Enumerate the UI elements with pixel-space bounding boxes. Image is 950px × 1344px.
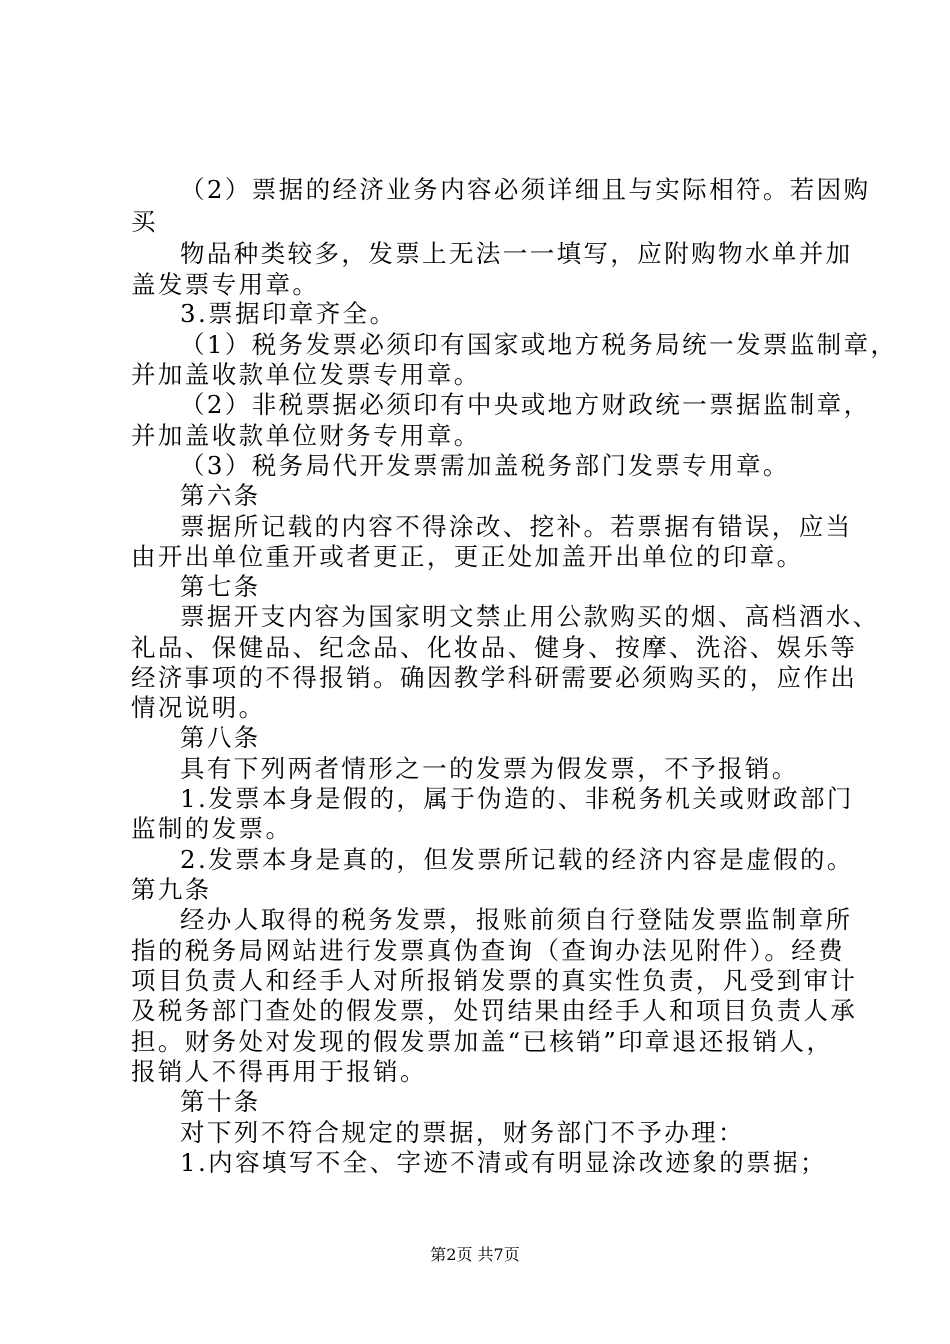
text-line: 担。财务处对发现的假发票加盖“已核销”印章退还报销人， — [131, 1027, 834, 1056]
text-line: 具有下列两者情形之一的发票为假发票，不予报销。 — [180, 754, 799, 783]
text-line: 1.内容填写不全、字迹不清或有明显涂改迹象的票据； — [180, 1148, 827, 1177]
text-line: （2）非税票据必须印有中央或地方财政统一票据监制章， — [180, 390, 871, 419]
text-line: 并加盖收款单位财务专用章。 — [131, 421, 481, 450]
text-line: 买 — [131, 207, 158, 236]
text-line: 物品种类较多，发票上无法一一填写，应附购物水单并加 — [180, 239, 853, 268]
text-line: （3）税务局代开发票需加盖税务部门发票专用章。 — [180, 451, 790, 480]
text-line: 报销人不得再用于报销。 — [131, 1057, 427, 1086]
text-line: 指的税务局网站进行发票真伪查询（查询办法见附件）。经费 — [131, 936, 846, 965]
article-heading: 第九条 — [131, 875, 212, 904]
text-line: 情况说明。 — [131, 693, 266, 722]
text-line: 礼品、保健品、纪念品、化妆品、健身、按摩、洗浴、娱乐等 — [131, 633, 858, 662]
article-heading: 第八条 — [180, 723, 261, 752]
text-line: 票据开支内容为国家明文禁止用公款购买的烟、高档酒水、 — [180, 602, 880, 631]
text-line: 由开出单位重开或者更正，更正处加盖开出单位的印章。 — [131, 542, 804, 571]
article-heading: 第七条 — [180, 572, 261, 601]
text-line: 经济事项的不得报销。确因教学科研需要必须购买的，应作出 — [131, 663, 858, 692]
text-line: 及税务部门查处的假发票，处罚结果由经手人和项目负责人承 — [131, 996, 858, 1025]
text-line: 盖发票专用章。 — [131, 270, 320, 299]
page-number-footer: 第2页 共7页 — [430, 1245, 520, 1264]
text-line: 2.发票本身是真的，但发票所记载的经济内容是虚假的。 — [180, 845, 854, 874]
text-line: 3.票据印章齐全。 — [180, 299, 397, 328]
text-line: 经办人取得的税务发票，报账前须自行登陆发票监制章所 — [180, 905, 853, 934]
text-line: （2）票据的经济业务内容必须详细且与实际相符。若因购 — [180, 175, 871, 204]
text-line: 监制的发票。 — [131, 814, 293, 843]
article-heading: 第六条 — [180, 481, 261, 510]
text-line: 对下列不符合规定的票据，财务部门不予办理： — [180, 1118, 745, 1147]
text-line: （1）税务发票必须印有国家或地方税务局统一发票监制章， — [180, 330, 898, 359]
text-line: 并加盖收款单位发票专用章。 — [131, 360, 481, 389]
text-line: 项目负责人和经手人对所报销发票的真实性负责，凡受到审计 — [131, 966, 858, 995]
text-line: 1.发票本身是假的，属于伪造的、非税务机关或财政部门 — [180, 784, 854, 813]
article-heading: 第十条 — [180, 1087, 261, 1116]
text-line: 票据所记载的内容不得涂改、挖补。若票据有错误，应当 — [180, 512, 853, 541]
